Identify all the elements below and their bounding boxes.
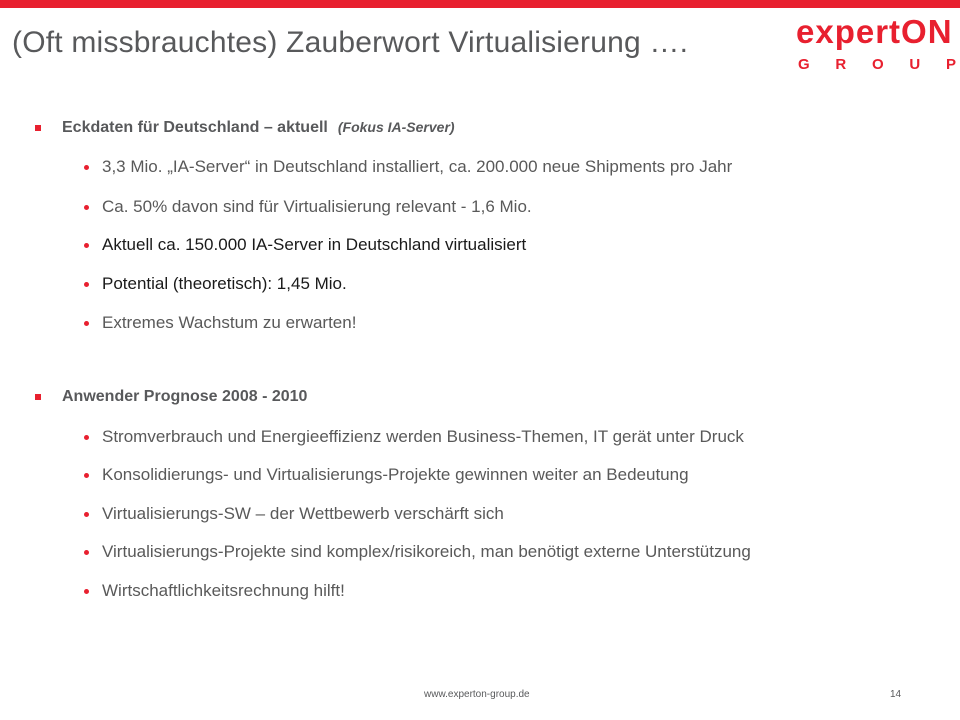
section-heading-text: Anwender Prognose 2008 - 2010	[62, 388, 308, 405]
logo-letter: O	[871, 56, 884, 73]
list-item: Aktuell ca. 150.000 IA-Server in Deutschland virtualisiert	[102, 235, 527, 254]
list-item: Wirtschaftlichkeitsrechnung hilft!	[102, 581, 345, 600]
list-bullet-icon	[84, 589, 89, 594]
section-heading-sub: (Fokus IA-Server)	[337, 119, 455, 135]
list-item: Virtualisierungs-Projekte sind komplex/risikoreich, man benötigt externe Unterstützung	[102, 542, 751, 561]
list-item: 3,3 Mio. „IA-Server“ in Deutschland installiert, ca. 200.000 neue Shipments pro Jahr	[102, 157, 733, 176]
list-item: Stromverbrauch und Energieeffizienz werden Business-Themen, IT gerät unter Druck	[102, 427, 744, 446]
section-bullet-icon	[35, 394, 41, 400]
list-bullet-icon	[84, 165, 89, 170]
list-item: Virtualisierungs-SW – der Wettbewerb verschärft sich	[102, 504, 504, 523]
list-bullet-icon	[84, 243, 89, 248]
list-item: Ca. 50% davon sind für Virtualisierung relevant - 1,6 Mio.	[102, 197, 532, 216]
list-bullet-icon	[84, 512, 89, 517]
logo-letter: G	[798, 56, 810, 73]
logo-main: expertON	[796, 13, 953, 50]
logo-letter: R	[835, 56, 847, 73]
section-bullet-icon	[35, 125, 41, 131]
logo-letter: P	[945, 56, 956, 73]
list-item: Konsolidierungs- und Virtualisierungs-Projekte gewinnen weiter an Bedeutung	[102, 465, 689, 484]
slide-title: (Oft missbrauchtes) Zauberwort Virtualisierung ….	[12, 26, 689, 59]
logo-letter: U	[909, 56, 921, 73]
list-bullet-icon	[84, 205, 89, 210]
page-number: 14	[890, 689, 902, 700]
list-item: Extremes Wachstum zu erwarten!	[102, 313, 357, 332]
list-bullet-icon	[84, 321, 89, 326]
list-bullet-icon	[84, 550, 89, 555]
list-item: Potential (theoretisch): 1,45 Mio.	[102, 274, 347, 293]
section-heading-text: Eckdaten für Deutschland – aktuell	[62, 119, 328, 136]
footer-url: www.experton-group.de	[424, 689, 530, 700]
section-heading	[62, 119, 455, 137]
list-bullet-icon	[84, 282, 89, 287]
section-heading	[62, 388, 307, 406]
list-bullet-icon	[84, 435, 89, 440]
list-bullet-icon	[84, 473, 89, 478]
